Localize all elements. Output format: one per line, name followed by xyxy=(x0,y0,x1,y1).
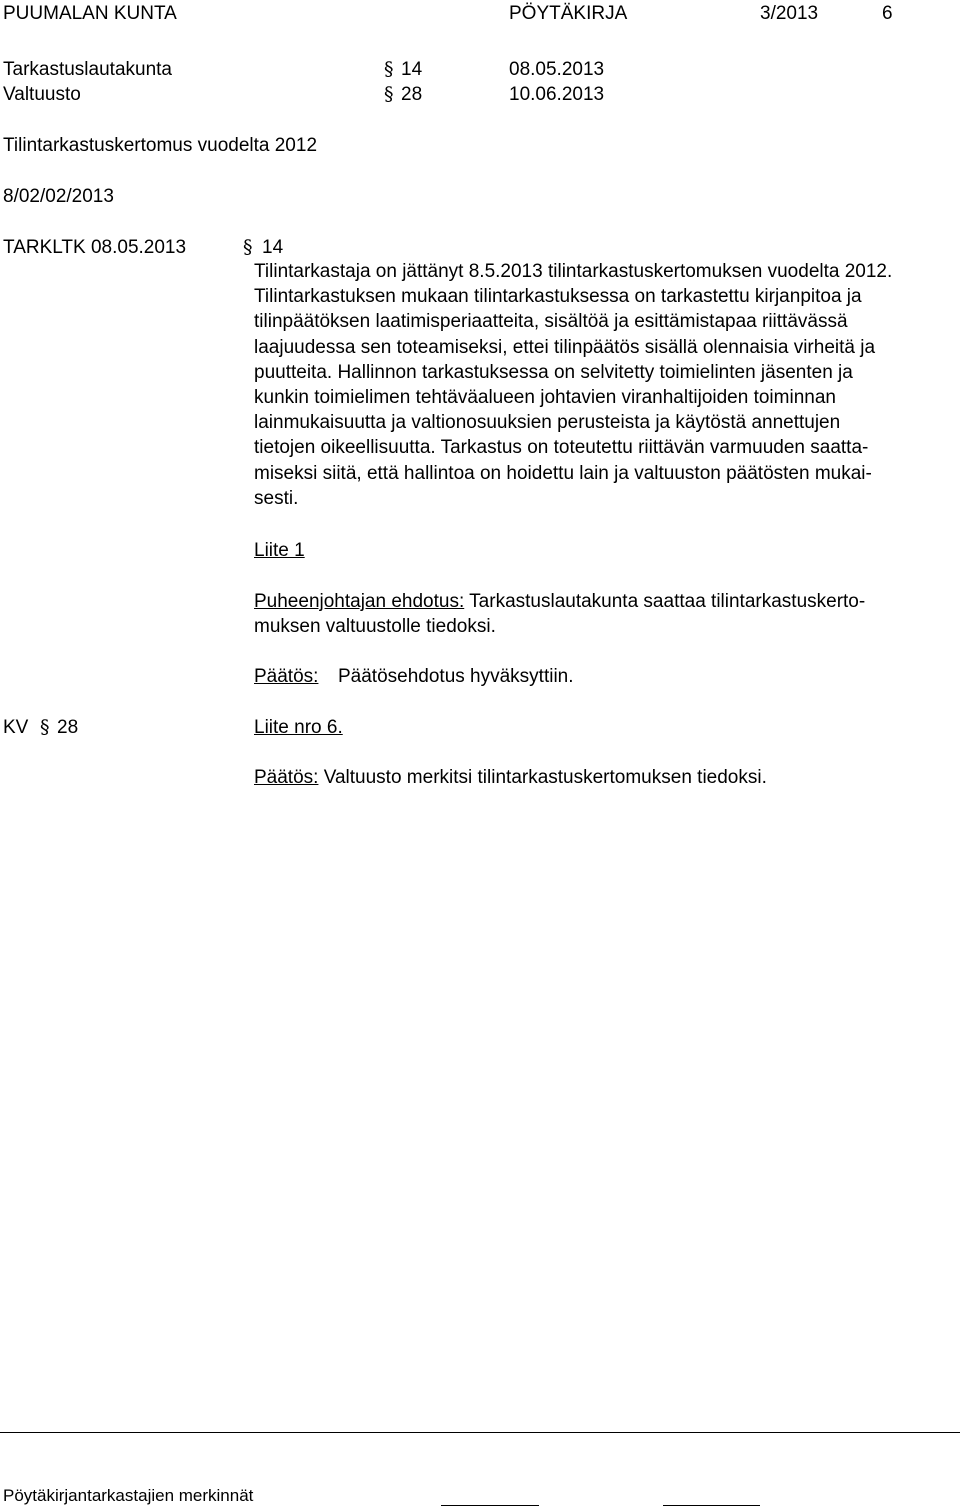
body-line: sesti. xyxy=(254,487,299,509)
decision-text: Päätösehdotus hyväksyttiin. xyxy=(338,666,574,687)
kv-attachment-link[interactable]: Liite nro 6. xyxy=(254,717,343,738)
body-line: laajuudessa sen toteamiseksi, ettei tilinpäätös sisällä olennaisia virheitä ja xyxy=(254,336,876,358)
section-number: 28 xyxy=(401,84,423,105)
body-line: kunkin toimielimen tehtäväalueen johtavien viranhaltijoiden toiminnan xyxy=(254,386,836,408)
section-sign: § xyxy=(384,83,394,105)
reference-number: 8/02/02/2013 xyxy=(3,186,114,207)
document-number: 3/2013 xyxy=(760,3,819,24)
kv-decision-text: Valtuusto merkitsi tilintarkastuskertomuksen tiedoksi. xyxy=(318,767,767,788)
section-number: 14 xyxy=(401,59,423,80)
body-line: tilinpäätöksen laatimisperiaatteita, sisältöä ja esittämistapaa riittävässä xyxy=(254,311,848,333)
section-number: 14 xyxy=(262,237,284,258)
kv-decision xyxy=(254,765,767,790)
signature-line xyxy=(663,1505,760,1506)
meeting-date: 10.06.2013 xyxy=(509,84,605,105)
kv-label: KV xyxy=(3,717,29,738)
proposal-text: Tarkastuslautakunta saattaa tilintarkastuskerto- xyxy=(464,591,866,612)
section-sign: § xyxy=(243,236,253,258)
organization-name: PUUMALAN KUNTA xyxy=(3,3,177,24)
body-name-tarkastuslautakunta: Tarkastuslautakunta xyxy=(3,59,172,80)
kv-decision-label: Päätös: xyxy=(254,767,319,788)
meeting-date: 08.05.2013 xyxy=(509,59,605,80)
body-line: tietojen oikeellisuutta. Tarkastus on toteutettu riittävän varmuuden saatta- xyxy=(254,437,869,459)
section-sign: § xyxy=(384,58,394,80)
attachment-link[interactable]: Liite 1 xyxy=(254,540,305,561)
section-number: 28 xyxy=(57,717,79,738)
proposal-block xyxy=(254,589,954,639)
body-line: Tilintarkastuksen mukaan tilintarkastuksessa on tarkastettu kirjanpitoa ja xyxy=(254,286,862,308)
tarkltk-label: TARKLTK 08.05.2013 xyxy=(3,237,187,258)
body-line: miseksi siitä, että hallintoa on hoidettu lain ja valtuuston päätösten mukai- xyxy=(254,462,872,484)
document-title: Tilintarkastuskertomus vuodelta 2012 xyxy=(3,135,318,156)
section-sign: § xyxy=(40,716,50,738)
footer-divider xyxy=(0,1432,960,1433)
body-line: puutteita. Hallinnon tarkastuksessa on selvitetty toimielinten jäsenten ja xyxy=(254,361,853,383)
body-name-valtuusto: Valtuusto xyxy=(3,84,81,105)
body-line: lainmukaisuutta ja valtionosuuksien perusteista ja käytöstä annettujen xyxy=(254,412,841,434)
document-type: PÖYTÄKIRJA xyxy=(509,3,628,24)
proposal-label: Puheenjohtajan ehdotus: xyxy=(254,591,465,612)
decision-label: Päätös: xyxy=(254,666,319,687)
proposal-text: muksen valtuustolle tiedoksi. xyxy=(254,616,496,638)
signature-line xyxy=(441,1505,539,1506)
body-line: Tilintarkastaja on jättänyt 8.5.2013 tilintarkastuskertomuksen vuodelta 2012. xyxy=(254,261,893,282)
tarkltk-body-text xyxy=(254,259,954,511)
page-number: 6 xyxy=(882,3,893,24)
footer-label: Pöytäkirjantarkastajien merkinnät xyxy=(3,1486,254,1505)
